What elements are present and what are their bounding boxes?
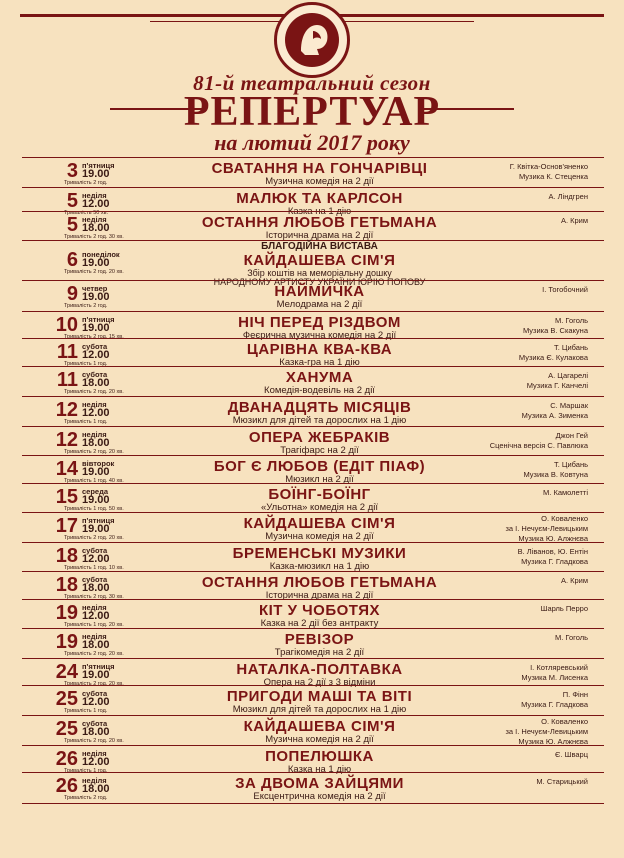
credits bbox=[438, 750, 588, 760]
credit-line: Є. Шварц bbox=[555, 750, 588, 759]
genre-label: Казка на 1 дію bbox=[287, 764, 352, 775]
credit-line: А. Крим bbox=[560, 216, 588, 225]
duration-label: Тривалість 1 год. 20 хв. bbox=[64, 622, 124, 628]
performance-date: 17 bbox=[55, 515, 78, 537]
performance-date: 3 bbox=[66, 160, 78, 182]
genre-label: Казка-мюзикл на 1 дію bbox=[269, 561, 370, 572]
performance-date: 18 bbox=[55, 545, 78, 567]
credit-line: І. Котляревський bbox=[530, 663, 588, 672]
play-title: НАЙМИЧКА bbox=[274, 283, 365, 300]
play-title: БОЇНГ-БОЇНГ bbox=[268, 486, 371, 503]
performance-row bbox=[22, 542, 604, 571]
duration-label: Тривалість 1 год. 50 хв. bbox=[64, 506, 124, 512]
page-title: РЕПЕРТУАР bbox=[183, 89, 441, 135]
theatre-emblem-icon bbox=[274, 2, 350, 78]
repertoire-list bbox=[22, 157, 604, 804]
genre-label: Трагікомедія на 2 дії bbox=[274, 647, 365, 658]
credit-line: Сценічна версія С. Павлюка bbox=[489, 441, 588, 450]
weekday-label: неділя bbox=[82, 776, 107, 785]
credits bbox=[438, 401, 588, 421]
performance-date: 26 bbox=[55, 775, 78, 797]
duration-label: Тривалість 2 год. 20 хв. bbox=[64, 389, 124, 395]
credit-line: М. Гоголь bbox=[554, 316, 588, 325]
play-title: СВАТАННЯ НА ГОНЧАРІВЦІ bbox=[211, 160, 428, 177]
genre-label: Музична комедія на 2 дії bbox=[265, 176, 374, 187]
genre-label: Мелодрама на 2 дії bbox=[276, 299, 363, 310]
duration-label: Тривалість 1 год. 10 хв. bbox=[64, 565, 124, 571]
weekday-label: неділя bbox=[82, 215, 107, 224]
duration-label: Тривалість 2 год. 30 хв. bbox=[64, 234, 124, 240]
performance-row bbox=[22, 211, 604, 240]
credit-line: М. Камолетті bbox=[543, 488, 588, 497]
performance-date: 24 bbox=[55, 661, 78, 683]
start-time: 12.00 bbox=[82, 610, 110, 622]
performance-row bbox=[22, 512, 604, 542]
performance-row bbox=[22, 426, 604, 455]
credit-line: О. Коваленко bbox=[541, 514, 588, 523]
play-title: РЕВІЗОР bbox=[284, 631, 355, 648]
poster-header bbox=[0, 0, 624, 158]
genre-label: Мюзикл для дітей та дорослих на 1 дію bbox=[232, 704, 407, 715]
weekday-label: неділя bbox=[82, 430, 107, 439]
credit-line: Музика Г. Гладкова bbox=[521, 700, 588, 709]
performance-row bbox=[22, 157, 604, 187]
play-title: ЗА ДВОМА ЗАЙЦЯМИ bbox=[235, 775, 404, 792]
credits bbox=[438, 371, 588, 391]
credit-line: М. Старицький bbox=[536, 777, 588, 786]
performance-date: 5 bbox=[66, 190, 78, 212]
performance-row bbox=[22, 483, 604, 512]
genre-label: Казка на 2 дії без антракту bbox=[260, 618, 379, 629]
play-title: ПОПЕЛЮШКА bbox=[265, 748, 374, 765]
start-time: 19.00 bbox=[82, 257, 110, 269]
play-title: ЦАРІВНА КВА-КВА bbox=[246, 341, 393, 358]
duration-label: Тривалість 2 год. 20 хв. bbox=[64, 738, 124, 744]
genre-label: Трагіфарс на 2 дії bbox=[280, 445, 359, 456]
credits bbox=[438, 663, 588, 683]
credit-line: Музика В. Ковтуна bbox=[523, 470, 588, 479]
weekday-label: п'ятниця bbox=[82, 662, 115, 671]
start-time: 19.00 bbox=[82, 168, 110, 180]
play-title: ПРИГОДИ МАШІ ТА ВІТІ bbox=[226, 688, 413, 705]
duration-label: Тривалість 1 год. bbox=[64, 419, 108, 425]
play-title: БРЕМЕНСЬКІ МУЗИКИ bbox=[232, 545, 407, 562]
credit-line: Музика В. Скакуна bbox=[522, 326, 588, 335]
play-title: ОСТАННЯ ЛЮБОВ ГЕТЬМАНА bbox=[201, 574, 438, 591]
weekday-label: середа bbox=[82, 487, 109, 496]
duration-label: Тривалість 1 год. 40 хв. bbox=[64, 478, 124, 484]
start-time: 12.00 bbox=[82, 756, 110, 768]
performance-date: 25 bbox=[55, 688, 78, 710]
performance-row bbox=[22, 366, 604, 396]
start-time: 18.00 bbox=[82, 377, 110, 389]
performance-row bbox=[22, 628, 604, 658]
credit-line: Шарль Перро bbox=[540, 604, 588, 613]
performance-date: 11 bbox=[56, 369, 78, 391]
start-time: 19.00 bbox=[82, 494, 110, 506]
start-time: 18.00 bbox=[82, 437, 110, 449]
credit-line: А. Ліндгрен bbox=[548, 192, 588, 201]
genre-label: Казка-гра на 1 дію bbox=[279, 357, 360, 368]
weekday-label: неділя bbox=[82, 603, 107, 612]
weekday-label: понеділок bbox=[82, 250, 120, 259]
performance-row bbox=[22, 311, 604, 341]
performance-row bbox=[22, 685, 604, 715]
credit-line: Музика М. Лисенка bbox=[521, 673, 588, 682]
credits bbox=[438, 633, 588, 643]
duration-label: Тривалість 1 год. bbox=[64, 708, 108, 714]
performance-row bbox=[22, 715, 604, 745]
performance-row bbox=[22, 745, 604, 775]
play-title: МАЛЮК ТА КАРЛСОН bbox=[236, 190, 403, 207]
performance-row bbox=[22, 280, 604, 311]
play-title: КАЙДАШЕВА СІМ'Я bbox=[243, 718, 396, 735]
genre-label: Мюзикл на 2 дії bbox=[285, 474, 354, 485]
genre-label: Опера на 2 дії з 3 відміни bbox=[263, 677, 376, 688]
duration-label: Тривалість 2 год. bbox=[64, 180, 108, 186]
duration-label: Тривалість 1 год. bbox=[64, 768, 108, 774]
duration-label: Тривалість 2 год. 15 хв. bbox=[64, 334, 124, 340]
credit-line: В. Ліванов, Ю. Ентін bbox=[517, 547, 588, 556]
play-title: КАЙДАШЕВА СІМ'Я bbox=[243, 252, 396, 269]
event-note: Збір коштів на меморіальну дошку bbox=[247, 268, 392, 278]
month-label: на лютий 2017 року bbox=[214, 130, 410, 155]
credits bbox=[438, 216, 588, 226]
start-time: 12.00 bbox=[82, 553, 110, 565]
start-time: 19.00 bbox=[82, 466, 110, 478]
play-title: БОГ Є ЛЮБОВ (ЕДІТ ПІАФ) bbox=[213, 458, 426, 475]
weekday-label: субота bbox=[82, 575, 108, 584]
duration-label: Тривалість 2 год. bbox=[64, 795, 108, 801]
credits bbox=[438, 285, 588, 295]
play-title: ДВАНАДЦЯТЬ МІСЯЦІВ bbox=[227, 399, 412, 416]
performance-row bbox=[22, 658, 604, 688]
credit-line: Джон Гей bbox=[555, 431, 588, 440]
performance-date: 12 bbox=[55, 429, 78, 451]
genre-label: Комедія-водевіль на 2 дії bbox=[264, 385, 375, 396]
credit-line: Музика Ю. Алжнєва bbox=[518, 737, 588, 746]
start-time: 18.00 bbox=[82, 783, 110, 795]
weekday-label: неділя bbox=[82, 749, 107, 758]
credit-line: Г. Квітка-Основ'яненко bbox=[509, 162, 588, 171]
credits bbox=[438, 514, 588, 544]
duration-label: Тривалість 2 год. 30 хв. bbox=[64, 594, 124, 600]
weekday-label: неділя bbox=[82, 632, 107, 641]
credits bbox=[438, 316, 588, 336]
credit-line: Т. Цибань bbox=[554, 343, 588, 352]
credits bbox=[438, 576, 588, 586]
genre-label: Музична комедія на 2 дії bbox=[265, 531, 374, 542]
credit-line: С. Маршак bbox=[550, 401, 588, 410]
performance-row bbox=[22, 187, 604, 217]
credits bbox=[438, 431, 588, 451]
start-time: 19.00 bbox=[82, 523, 110, 535]
credit-line: Т. Цибань bbox=[554, 460, 588, 469]
weekday-label: неділя bbox=[82, 191, 107, 200]
performance-date: 11 bbox=[56, 341, 78, 363]
credit-line: Музика Ю. Алжнєва bbox=[518, 534, 588, 543]
play-title: КАЙДАШЕВА СІМ'Я bbox=[243, 515, 396, 532]
credit-line: за І. Нечуєм-Левицьким bbox=[505, 524, 588, 533]
start-time: 19.00 bbox=[82, 322, 110, 334]
performance-date: 15 bbox=[55, 486, 78, 508]
play-title: КІТ У ЧОБОТЯХ bbox=[258, 602, 381, 619]
performance-date: 9 bbox=[66, 283, 78, 305]
credits bbox=[438, 604, 588, 614]
credit-line: Музика Г. Гладкова bbox=[521, 557, 588, 566]
performance-row bbox=[22, 240, 604, 287]
weekday-label: вівторок bbox=[82, 459, 115, 468]
performance-date: 12 bbox=[55, 399, 78, 421]
credit-line: М. Гоголь bbox=[554, 633, 588, 642]
credits bbox=[438, 343, 588, 363]
duration-label: Тривалість 2 год. 20 хв. bbox=[64, 651, 124, 657]
play-title: ОПЕРА ЖЕБРАКІВ bbox=[248, 429, 391, 446]
start-time: 19.00 bbox=[82, 669, 110, 681]
duration-label: Тривалість 2 год. bbox=[64, 303, 108, 309]
duration-label: Тривалість 50 хв. bbox=[64, 210, 109, 216]
genre-label: Феєрична музична комедія на 2 дії bbox=[242, 330, 397, 341]
weekday-label: неділя bbox=[82, 400, 107, 409]
season-label: 81-й театральний сезон bbox=[193, 71, 431, 95]
start-time: 18.00 bbox=[82, 582, 110, 594]
start-time: 12.00 bbox=[82, 696, 110, 708]
credits bbox=[438, 547, 588, 567]
genre-label: Музична комедія на 2 дії bbox=[265, 734, 374, 745]
performance-row bbox=[22, 772, 604, 804]
genre-label: Казка на 1 дію bbox=[287, 206, 352, 217]
weekday-label: субота bbox=[82, 719, 108, 728]
credits bbox=[438, 717, 588, 747]
weekday-label: п'ятниця bbox=[82, 161, 115, 170]
credit-line: Музика Є. Кулакова bbox=[518, 353, 588, 362]
start-time: 12.00 bbox=[82, 198, 110, 210]
weekday-label: субота bbox=[82, 342, 108, 351]
performance-date: 6 bbox=[66, 249, 78, 271]
start-time: 18.00 bbox=[82, 639, 110, 651]
event-label: БЛАГОДІЙНА ВИСТАВА bbox=[261, 241, 378, 252]
credits bbox=[438, 488, 588, 498]
genre-label: Історична драма на 2 дії bbox=[265, 230, 374, 241]
start-time: 19.00 bbox=[82, 291, 110, 303]
start-time: 12.00 bbox=[82, 349, 110, 361]
play-title: ХАНУМА bbox=[285, 369, 354, 386]
credit-line: за І. Нечуєм-Левицьким bbox=[505, 727, 588, 736]
credit-line: А. Крим bbox=[560, 576, 588, 585]
genre-label: Мюзикл для дітей та дорослих на 1 дію bbox=[232, 415, 407, 426]
performance-date: 14 bbox=[55, 458, 78, 480]
weekday-label: субота bbox=[82, 689, 108, 698]
credits bbox=[438, 460, 588, 480]
duration-label: Тривалість 2 год. 20 хв. bbox=[64, 681, 124, 687]
performance-row bbox=[22, 338, 604, 366]
performance-date: 19 bbox=[55, 631, 78, 653]
credit-line: О. Коваленко bbox=[541, 717, 588, 726]
duration-label: Тривалість 2 год. 20 хв. bbox=[64, 449, 124, 455]
credit-line: А. Цагарелі bbox=[548, 371, 588, 380]
performance-date: 19 bbox=[55, 602, 78, 624]
performance-date: 10 bbox=[55, 314, 78, 336]
weekday-label: субота bbox=[82, 370, 108, 379]
weekday-label: четвер bbox=[82, 284, 108, 293]
play-title: ОСТАННЯ ЛЮБОВ ГЕТЬМАНА bbox=[201, 214, 438, 231]
duration-label: Тривалість 2 год. 20 хв. bbox=[64, 535, 124, 541]
performance-date: 26 bbox=[55, 748, 78, 770]
genre-label: Ексцентрична комедія на 2 дії bbox=[253, 791, 386, 802]
credit-line: І. Тогобочний bbox=[542, 285, 588, 294]
performance-date: 5 bbox=[66, 214, 78, 236]
performance-date: 18 bbox=[55, 574, 78, 596]
weekday-label: п'ятниця bbox=[82, 315, 115, 324]
duration-label: Тривалість 2 год. 20 хв. bbox=[64, 269, 124, 275]
weekday-label: п'ятниця bbox=[82, 516, 115, 525]
credits bbox=[438, 777, 588, 787]
credit-line: Музика Г. Канчелі bbox=[526, 381, 588, 390]
credits bbox=[438, 162, 588, 182]
credit-line: Музика А. Зименка bbox=[521, 411, 588, 420]
event-note: НАРОДНОМУ АРТИСТУ УКРАЇНИ ЮРІЮ ПОПОВУ bbox=[213, 277, 426, 287]
start-time: 12.00 bbox=[82, 407, 110, 419]
credits bbox=[438, 192, 588, 202]
start-time: 18.00 bbox=[82, 222, 110, 234]
weekday-label: субота bbox=[82, 546, 108, 555]
performance-date: 25 bbox=[55, 718, 78, 740]
play-title: НАТАЛКА-ПОЛТАВКА bbox=[236, 661, 403, 678]
performance-row bbox=[22, 396, 604, 426]
genre-label: «Ульотна» комедія на 2 дії bbox=[260, 502, 379, 513]
performance-row bbox=[22, 455, 604, 483]
genre-label: Історична драма на 2 дії bbox=[265, 590, 374, 601]
start-time: 18.00 bbox=[82, 726, 110, 738]
credit-line: П. Фінн bbox=[562, 690, 588, 699]
credits bbox=[438, 690, 588, 710]
performance-row bbox=[22, 599, 604, 628]
performance-row bbox=[22, 571, 604, 599]
play-title: НІЧ ПЕРЕД РІЗДВОМ bbox=[238, 314, 401, 331]
credit-line: Музика К. Стеценка bbox=[518, 172, 588, 181]
duration-label: Тривалість 1 год. bbox=[64, 361, 108, 367]
